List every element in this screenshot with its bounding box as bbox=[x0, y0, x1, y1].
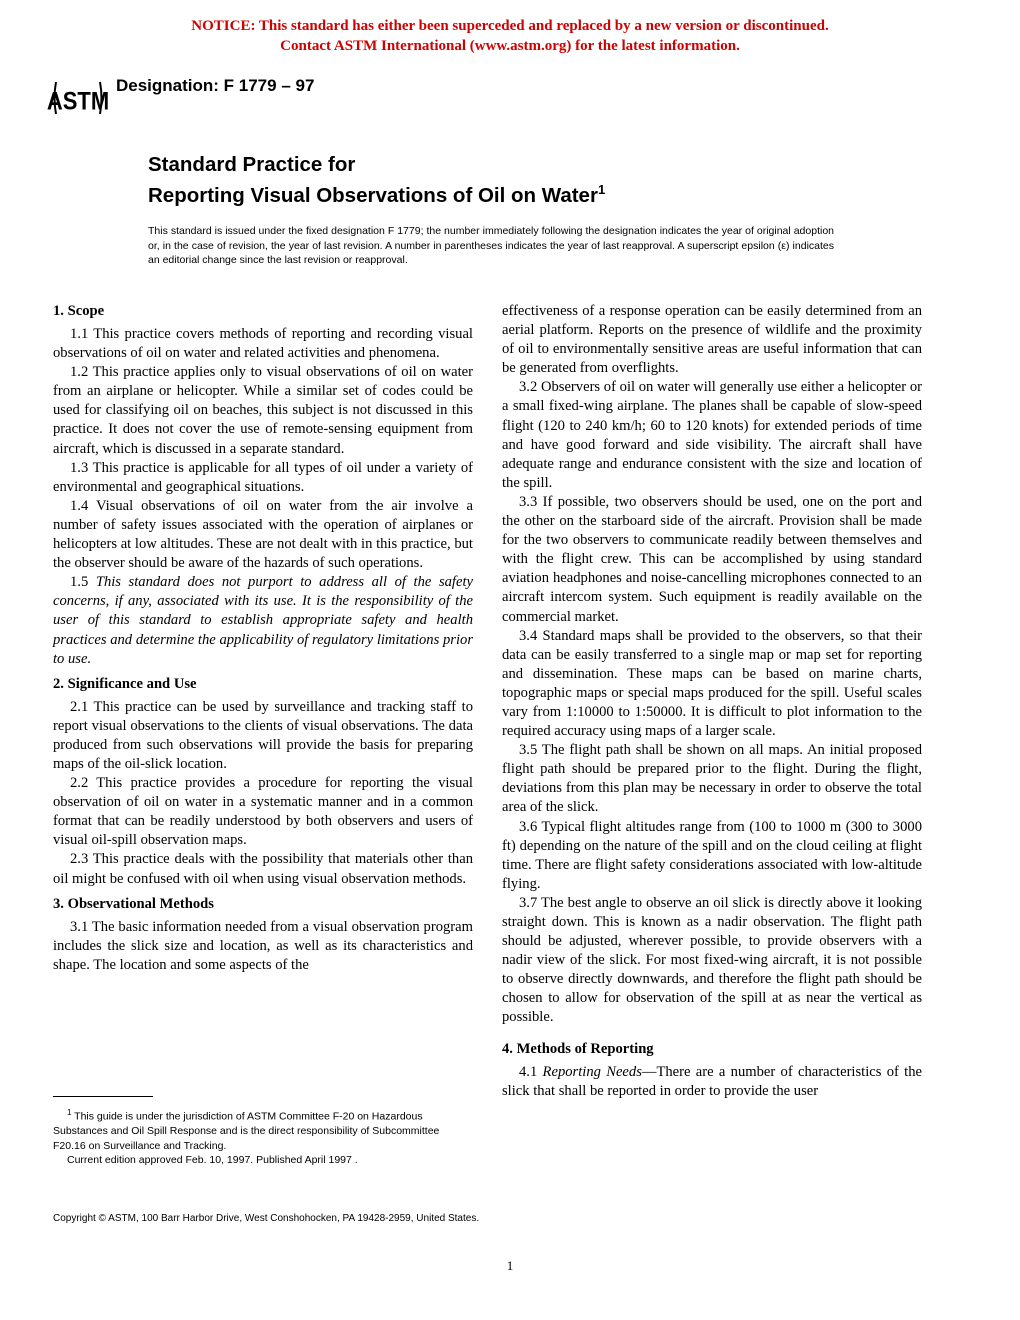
paragraph-4-1-text: —There are a number of characteristics of the slick that shall be reported in order to provide the user bbox=[502, 1063, 923, 1099]
title-footnote-mark: 1 bbox=[597, 182, 606, 197]
title-line-1: Standard Practice for bbox=[148, 153, 356, 176]
paragraph-1-5 bbox=[53, 573, 473, 668]
document-title bbox=[148, 152, 605, 208]
footnote-divider bbox=[53, 1096, 153, 1097]
copyright-line: Copyright © ASTM, 100 Barr Harbor Drive, West Conshohocken, PA 19428-2959, United States. bbox=[53, 1213, 480, 1224]
title-main: Reporting Visual Observations of Oil on Water bbox=[148, 183, 598, 207]
issued-note: This standard is issued under the fixed designation F 1779; the number immediately following the designation indicates the year of original adoption or, in the case of revision, the year of last revision. A number in parentheses indicates the year of last reapproval. A superscript epsilon (ε) indicates an editorial change since the last revision or reapproval. bbox=[148, 225, 834, 266]
paragraph-1-4: 1.4 Visual observations of oil on water from the air involve a number of safety issues associated with the operation of airplanes or helicopters at low altitudes. These are not dealt with in this practice, but the observer should be aware of the hazards of such operations. bbox=[53, 497, 473, 572]
notice-line-2: Contact ASTM International (www.astm.org) for the latest information. bbox=[280, 38, 740, 54]
paragraph-1-5-text: This standard does not purport to address all of the safety concerns, if any, associated with its use. It is the responsibility of the user of this standard to establish appropriate safety and health practices and determine the applicability of regulatory limitations prior to use. bbox=[53, 574, 473, 667]
designation: Designation: F 1779 – 97 bbox=[116, 76, 315, 95]
paragraph-3-6: 3.6 Typical flight altitudes range from (100 to 1000 m (300 to 3000 ft) depending on the nature of the spill and on the cloud ceiling at flight time. There are flight safety considerations associated with low-altitude flying. bbox=[502, 818, 922, 892]
paragraph-1-5-number: 1.5 bbox=[70, 574, 96, 591]
paragraph-2-2: 2.2 This practice provides a procedure for reporting the visual observation of oil on water in a systematic manner and in a common format that can be readily understood by both observers and users of visual oil-spill observation maps. bbox=[53, 775, 473, 849]
footnote-edition: Current edition approved Feb. 10, 1997. Published April 1997 . bbox=[67, 1154, 358, 1166]
paragraph-3-1-continued: effectiveness of a response operation can be easily determined from an aerial platform. Reports on the presence of wildlife and the proximity of oil to environmentally sensitive areas are useful information that can be generated from overflights. bbox=[502, 303, 922, 377]
footnote-text: This guide is under the jurisdiction of ASTM Committee F-20 on Hazardous Substances and Oil Spill Response and is the direct responsibility of Subcommittee F20.16 on Surveillance and Tracking. bbox=[53, 1110, 440, 1152]
section-heading-observational: 3. Observational Methods bbox=[53, 895, 214, 912]
paragraph-1-3: 1.3 This practice is applicable for all types of oil under a variety of environmental and geographical situations. bbox=[53, 459, 473, 495]
paragraph-2-3: 2.3 This practice deals with the possibility that materials other than oil might be confused with oil when using visual observation methods. bbox=[53, 851, 473, 887]
notice-banner bbox=[0, 16, 1020, 56]
title-line-2 bbox=[148, 177, 605, 208]
left-column bbox=[53, 302, 473, 975]
footnote-1 bbox=[53, 1106, 473, 1153]
astm-logo-icon bbox=[46, 76, 110, 120]
paragraph-2-1: 2.1 This practice can be used by surveillance and tracking staff to report visual observations to the clients of visual observations. The data produced from such observations will provide the basis for preparing maps of the oil-slick location. bbox=[53, 698, 473, 772]
section-heading-scope: 1. Scope bbox=[53, 303, 105, 319]
section-heading-significance: 2. Significance and Use bbox=[53, 675, 197, 692]
footnote bbox=[53, 1106, 473, 1168]
paragraph-1-1: 1.1 This practice covers methods of reporting and recording visual observations of oil on water and related activities and phenomena. bbox=[53, 326, 473, 362]
page-number: 1 bbox=[506, 1258, 514, 1273]
paragraph-4-1 bbox=[502, 1063, 922, 1101]
paragraph-3-5: 3.5 The flight path shall be shown on all maps. An initial proposed flight path should be prepared prior to the flight. During the flight, deviations from this plan may be necessary in order to observe the total area of the slick. bbox=[502, 742, 922, 816]
paragraph-4-1-number: 4.1 bbox=[519, 1063, 543, 1080]
paragraph-1-2: 1.2 This practice applies only to visual observations of oil on water from an airplane or helicopter. While a similar set of codes could be used for classifying oil on beaches, this subject is not discussed in this practice. It does not cover the use of remote-sensing equipment from aircraft, which is discussed in a separate standard. bbox=[53, 364, 473, 457]
right-column bbox=[502, 302, 922, 1101]
section-heading-reporting: 4. Methods of Reporting bbox=[502, 1040, 654, 1057]
paragraph-3-1: 3.1 The basic information needed from a visual observation program includes the slick size and location, as well as its characteristics and shape. The location and some aspects of the bbox=[53, 918, 473, 973]
paragraph-3-4: 3.4 Standard maps shall be provided to the observers, so that their data can be easily transferred to a single map or map set for reporting and dissemination. These maps can be based on marine charts, topographic maps or special maps produced for the spill. Useful scales vary from 1:10000 to 1:50000. It is difficult to plot information to the required accuracy using maps of a larger scale. bbox=[502, 627, 922, 740]
paragraph-3-3: 3.3 If possible, two observers should be used, one on the port and the other on the starboard side of the aircraft. Provision shall be made for the two observers to communicate readily between themselves and with the flight crew. This can be accomplished by using standard aviation headphones and noise-cancelling microphones connected to an aircraft intercom system. Such equipment is readily available on the commercial market. bbox=[502, 493, 922, 625]
logo-text: ASTM bbox=[46, 88, 110, 116]
paragraph-4-1-heading: Reporting Needs bbox=[542, 1063, 642, 1080]
footnote-mark: 1 bbox=[67, 1108, 72, 1117]
paragraph-3-2: 3.2 Observers of oil on water will generally use either a helicopter or a small fixed-wing airplane. The planes shall be capable of slow-speed flight (120 to 240 km/h; 60 to 120 knots) for extended periods of time and have good forward and side visibility. The aircraft shall have adequate range and endurance consistent with the size and location of the spill. bbox=[502, 379, 922, 491]
paragraph-3-7: 3.7 The best angle to observe an oil slick is directly above it looking straight down. This is known as a nadir observation. The flight path should be adjusted, wherever possible, to provide observers with a nadir view of the slick. For most fixed-wing aircraft, it is not possible to observe directly downwards, and therefore the flight path should be chosen to allow for observation of the spill at as near the vertical as possible. bbox=[502, 894, 922, 1026]
notice-line-1: NOTICE: This standard has either been superceded and replaced by a new version or discontinued. bbox=[191, 18, 829, 34]
